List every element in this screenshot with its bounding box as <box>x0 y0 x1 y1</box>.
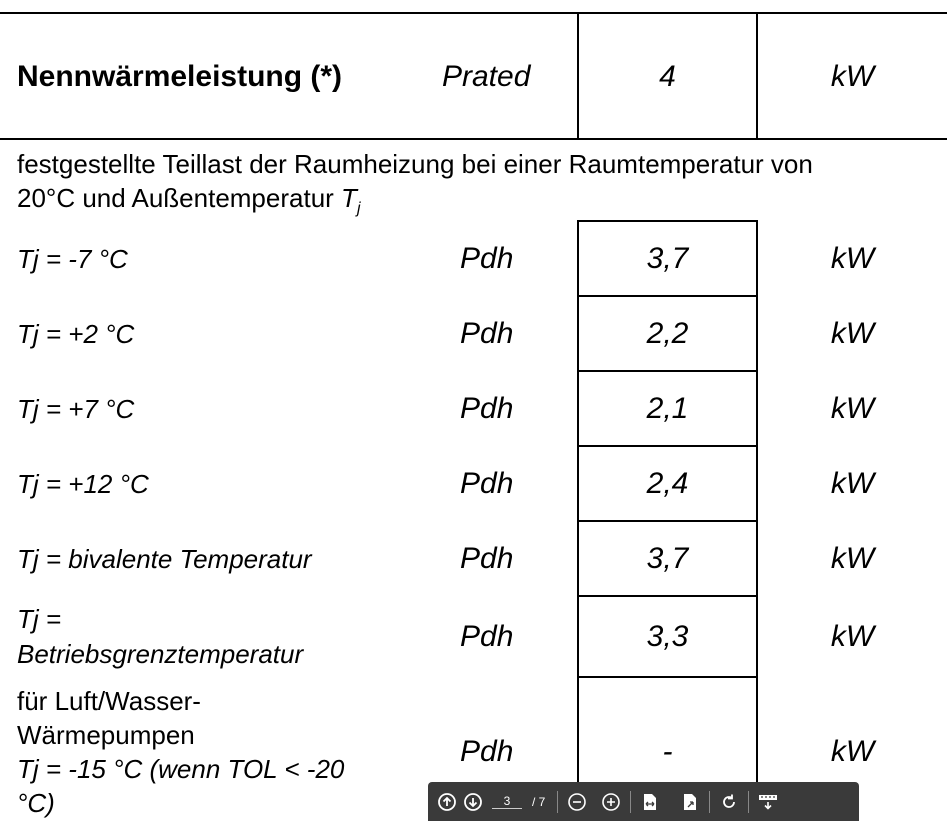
rated-power-unit: kW <box>830 60 875 93</box>
rated-power-value: 4 <box>659 60 676 93</box>
value-box-line-5 <box>577 595 758 597</box>
fit-width-icon <box>642 793 658 811</box>
description-subscript: j <box>356 200 361 218</box>
row-value: 3,7 <box>646 242 689 275</box>
page-number-input[interactable]: 3 <box>492 794 522 809</box>
rated-power-label: Nennwärmeleistung (*) <box>17 60 343 93</box>
zoom-out-icon <box>568 793 586 811</box>
row-symbol: Pdh <box>460 242 514 275</box>
description-line-2-text: 20°C und Außentemperatur <box>17 183 342 213</box>
rated-power-symbol: Prated <box>442 60 531 93</box>
row-label-line-3: Tj = -15 °C (wenn TOL < -20 <box>17 754 345 784</box>
toolbar-divider <box>630 791 631 813</box>
value-box-line-6 <box>577 676 758 678</box>
row-label-line-2: Wärmepumpen <box>17 720 195 750</box>
row-symbol: Pdh <box>460 542 514 575</box>
row-unit: kW <box>830 392 875 425</box>
value-box-line-4 <box>577 520 758 522</box>
row-symbol: Pdh <box>460 467 514 500</box>
row-label: Tj = +2 °C <box>17 319 135 349</box>
value-box-line-2 <box>577 370 758 372</box>
description-line-2 <box>17 185 361 217</box>
row-value: 2,4 <box>646 467 689 500</box>
row-unit: kW <box>830 467 875 500</box>
fit-page-icon <box>682 793 698 811</box>
row-label: Tj = +12 °C <box>17 469 149 499</box>
row-symbol: Pdh <box>460 392 514 425</box>
row-symbol: Pdh <box>460 620 514 653</box>
row-label-line-2: Betriebsgrenztemperatur <box>17 639 304 669</box>
row-value: - <box>662 735 673 768</box>
value-box-line-0 <box>577 220 758 222</box>
toolbar-divider <box>709 791 710 813</box>
next-page-button[interactable] <box>460 789 486 815</box>
row-value: 3,7 <box>646 542 689 575</box>
rotate-button[interactable] <box>716 789 742 815</box>
row-unit: kW <box>830 735 875 768</box>
row-label-line-1: für Luft/Wasser- <box>17 686 201 716</box>
row-unit: kW <box>830 620 875 653</box>
row-label: Tj = bivalente Temperatur <box>17 544 312 574</box>
pdf-toolbar <box>428 782 859 821</box>
rotate-icon <box>720 793 738 811</box>
previous-page-button[interactable] <box>434 789 460 815</box>
toolbar-divider <box>557 791 558 813</box>
row-label: Tj = -7 °C <box>17 244 128 274</box>
arrow-down-icon <box>464 793 482 811</box>
row-label-line-1: Tj = <box>17 604 62 634</box>
row-value: 2,2 <box>646 317 689 350</box>
page-total: / 7 <box>532 794 546 809</box>
zoom-in-button[interactable] <box>598 789 624 815</box>
row-unit: kW <box>830 317 875 350</box>
row-symbol: Pdh <box>460 317 514 350</box>
row-unit: kW <box>830 242 875 275</box>
zoom-in-icon <box>602 793 620 811</box>
description-variable: T <box>341 183 357 213</box>
header-bottom-border <box>0 138 947 140</box>
row-unit: kW <box>830 542 875 575</box>
zoom-out-button[interactable] <box>564 789 590 815</box>
table-top-border <box>0 12 947 14</box>
row-label-line-4: °C) <box>17 788 55 818</box>
description-line-1: festgestellte Teillast der Raumheizung bei einer Raumtemperatur von <box>17 149 813 179</box>
toolbar-divider <box>748 791 749 813</box>
value-box-line-1 <box>577 295 758 297</box>
value-box-line-3 <box>577 445 758 447</box>
arrow-up-icon <box>438 793 456 811</box>
more-options-button[interactable] <box>755 789 781 815</box>
row-label: Tj = +7 °C <box>17 394 135 424</box>
row-value: 2,1 <box>646 392 689 425</box>
fit-page-button[interactable] <box>677 789 703 815</box>
row-symbol: Pdh <box>460 735 514 768</box>
fit-width-button[interactable] <box>637 789 663 815</box>
more-icon <box>758 793 778 811</box>
row-value: 3,3 <box>646 620 689 653</box>
